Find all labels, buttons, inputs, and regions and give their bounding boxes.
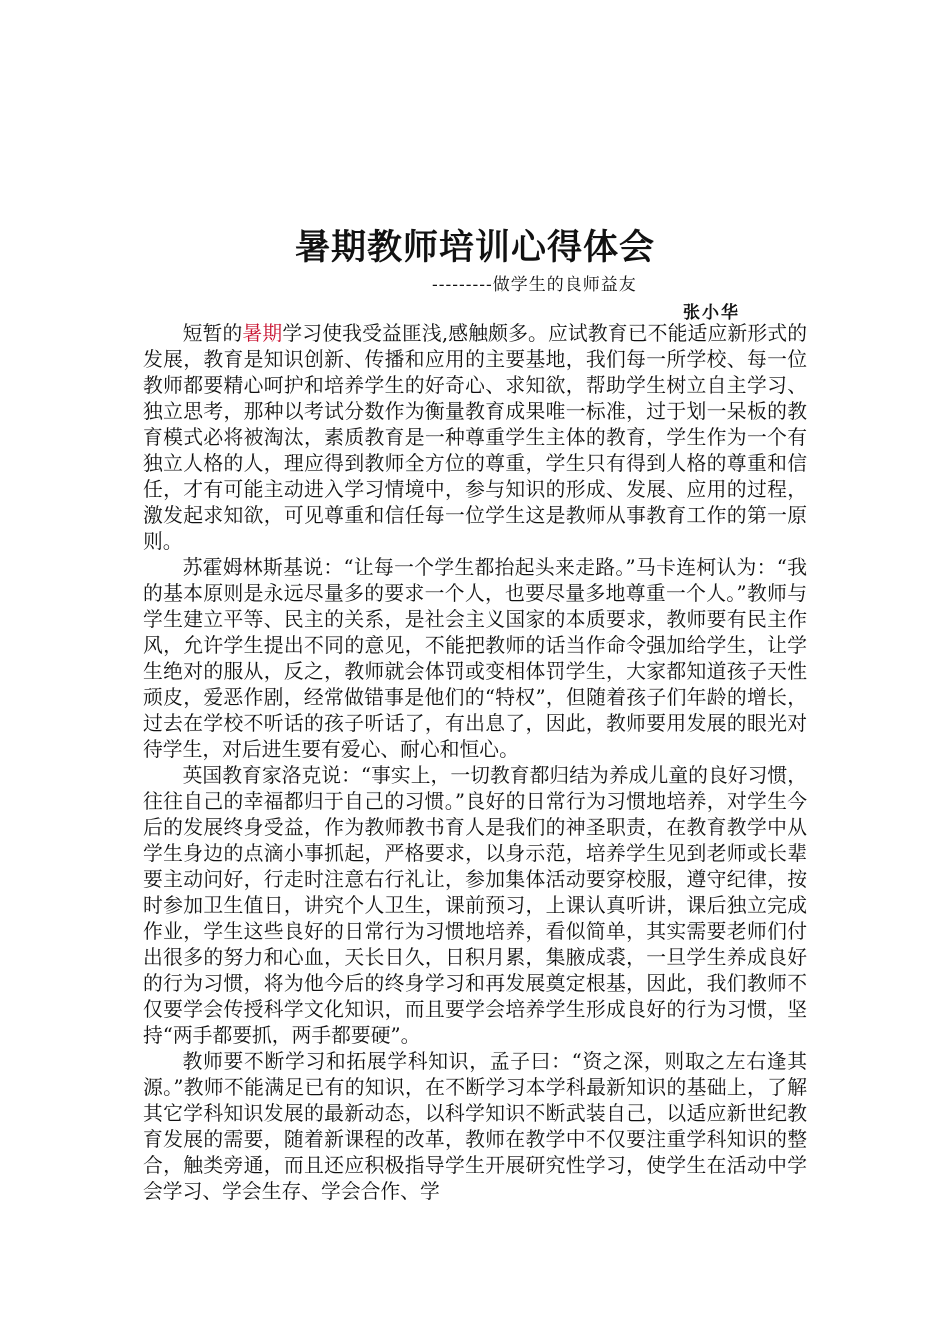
paragraph-2: 苏霍姆林斯基说：“让每一个学生都抬起头来走路。”马卡连柯认为：“我的基本原则是永远尽量多的要求一个人，也要尽量多地尊重一个人。”教师与学生建立平等、民主的关系，是社会主义国家的本质要求，教师要有民主作风，允许学生提出不同的意见，不能把教师的话当作命令强加给学生，让学生绝对的服从，反之，教师就会体罚或变相体罚学生，大家都知道孩子天性顽皮，爱恶作剧，经常做错事是他们的“特权”，但随着孩子们年龄的增长，过去在学校不听话的孩子听话了，有出息了，因此，教师要用发展的眼光对待学生，对后进生要有爱心、耐心和恒心。 [143, 556, 807, 761]
paragraph-1 [143, 321, 807, 555]
document-title: 暑期教师培训心得体会 [294, 228, 655, 268]
paragraph-3: 英国教育家洛克说：“事实上，一切教育都归结为养成儿童的良好习惯，往往自己的幸福都归于自己的习惯。”良好的日常行为习惯地培养，对学生今后的发展终身受益，作为教师教书育人是我们的神圣职责，在教育教学中从学生身边的点滴小事抓起，严格要求，以身示范，培养学生见到老师或长辈要主动问好，行走时注意右行礼让，参加集体活动要穿校服，遵守纪律，按时参加卫生值日，讲究个人卫生，课前预习，上课认真听讲，课后独立完成作业，学生这些良好的日常行为习惯地培养，看似简单，其实需要老师们付出很多的努力和心血，天长日久，日积月累，集腋成裘，一旦学生养成良好的行为习惯，将为他今后的终身学习和再发展奠定根基，因此，我们教师不仅要学会传授科学文化知识，而且要学会培养学生形成良好的行为习惯，坚持“两手都要抓，两手都要硬”。 [143, 764, 807, 1047]
paragraph-1-start: 短暂的 [182, 322, 243, 345]
highlighted-keyword: 暑期 [242, 322, 283, 345]
document-subtitle: ---------做学生的良师益友 [432, 275, 637, 295]
paragraph-1-rest: 学习使我受益匪浅,感触颇多。应试教育已不能适应新形式的发展，教育是知识创新、传播和应用的主要基地，我们每一所学校、每一位教师都要精心呵护和培养学生的好奇心、求知欲，帮助学生树立自主学习、独立思考，那种以考试分数作为衡量教育成果唯一标准，过于划一呆板的教育模式必将被淘汰，素质教育是一种尊重学生主体的教育，学生作为一个有独立人格的人，理应得到教师全方位的尊重，学生只有得到人格的尊重和信任，才有可能主动进入学习情境中，参与知识的形成、发展、应用的过程，激发起求知欲，可见尊重和信任每一位学生这是教师从事教育工作的第一原则。 [143, 322, 807, 553]
document-body [143, 321, 807, 1205]
paragraph-4: 教师要不断学习和拓展学科知识，孟子曰：“资之深，则取之左右逢其源。”教师不能满足已有的知识，在不断学习本学科最新知识的基础上，了解其它学科知识发展的最新动态，以科学知识不断武装自己，以适应新世纪教育发展的需要，随着新课程的改革，教师在教学中不仅要注重学科知识的整合，触类旁通，而且还应积极指导学生开展研究性学习，使学生在活动中学会学习、学会生存、学会合作、学 [143, 1050, 807, 1203]
document-author: 张小华 [683, 303, 740, 323]
